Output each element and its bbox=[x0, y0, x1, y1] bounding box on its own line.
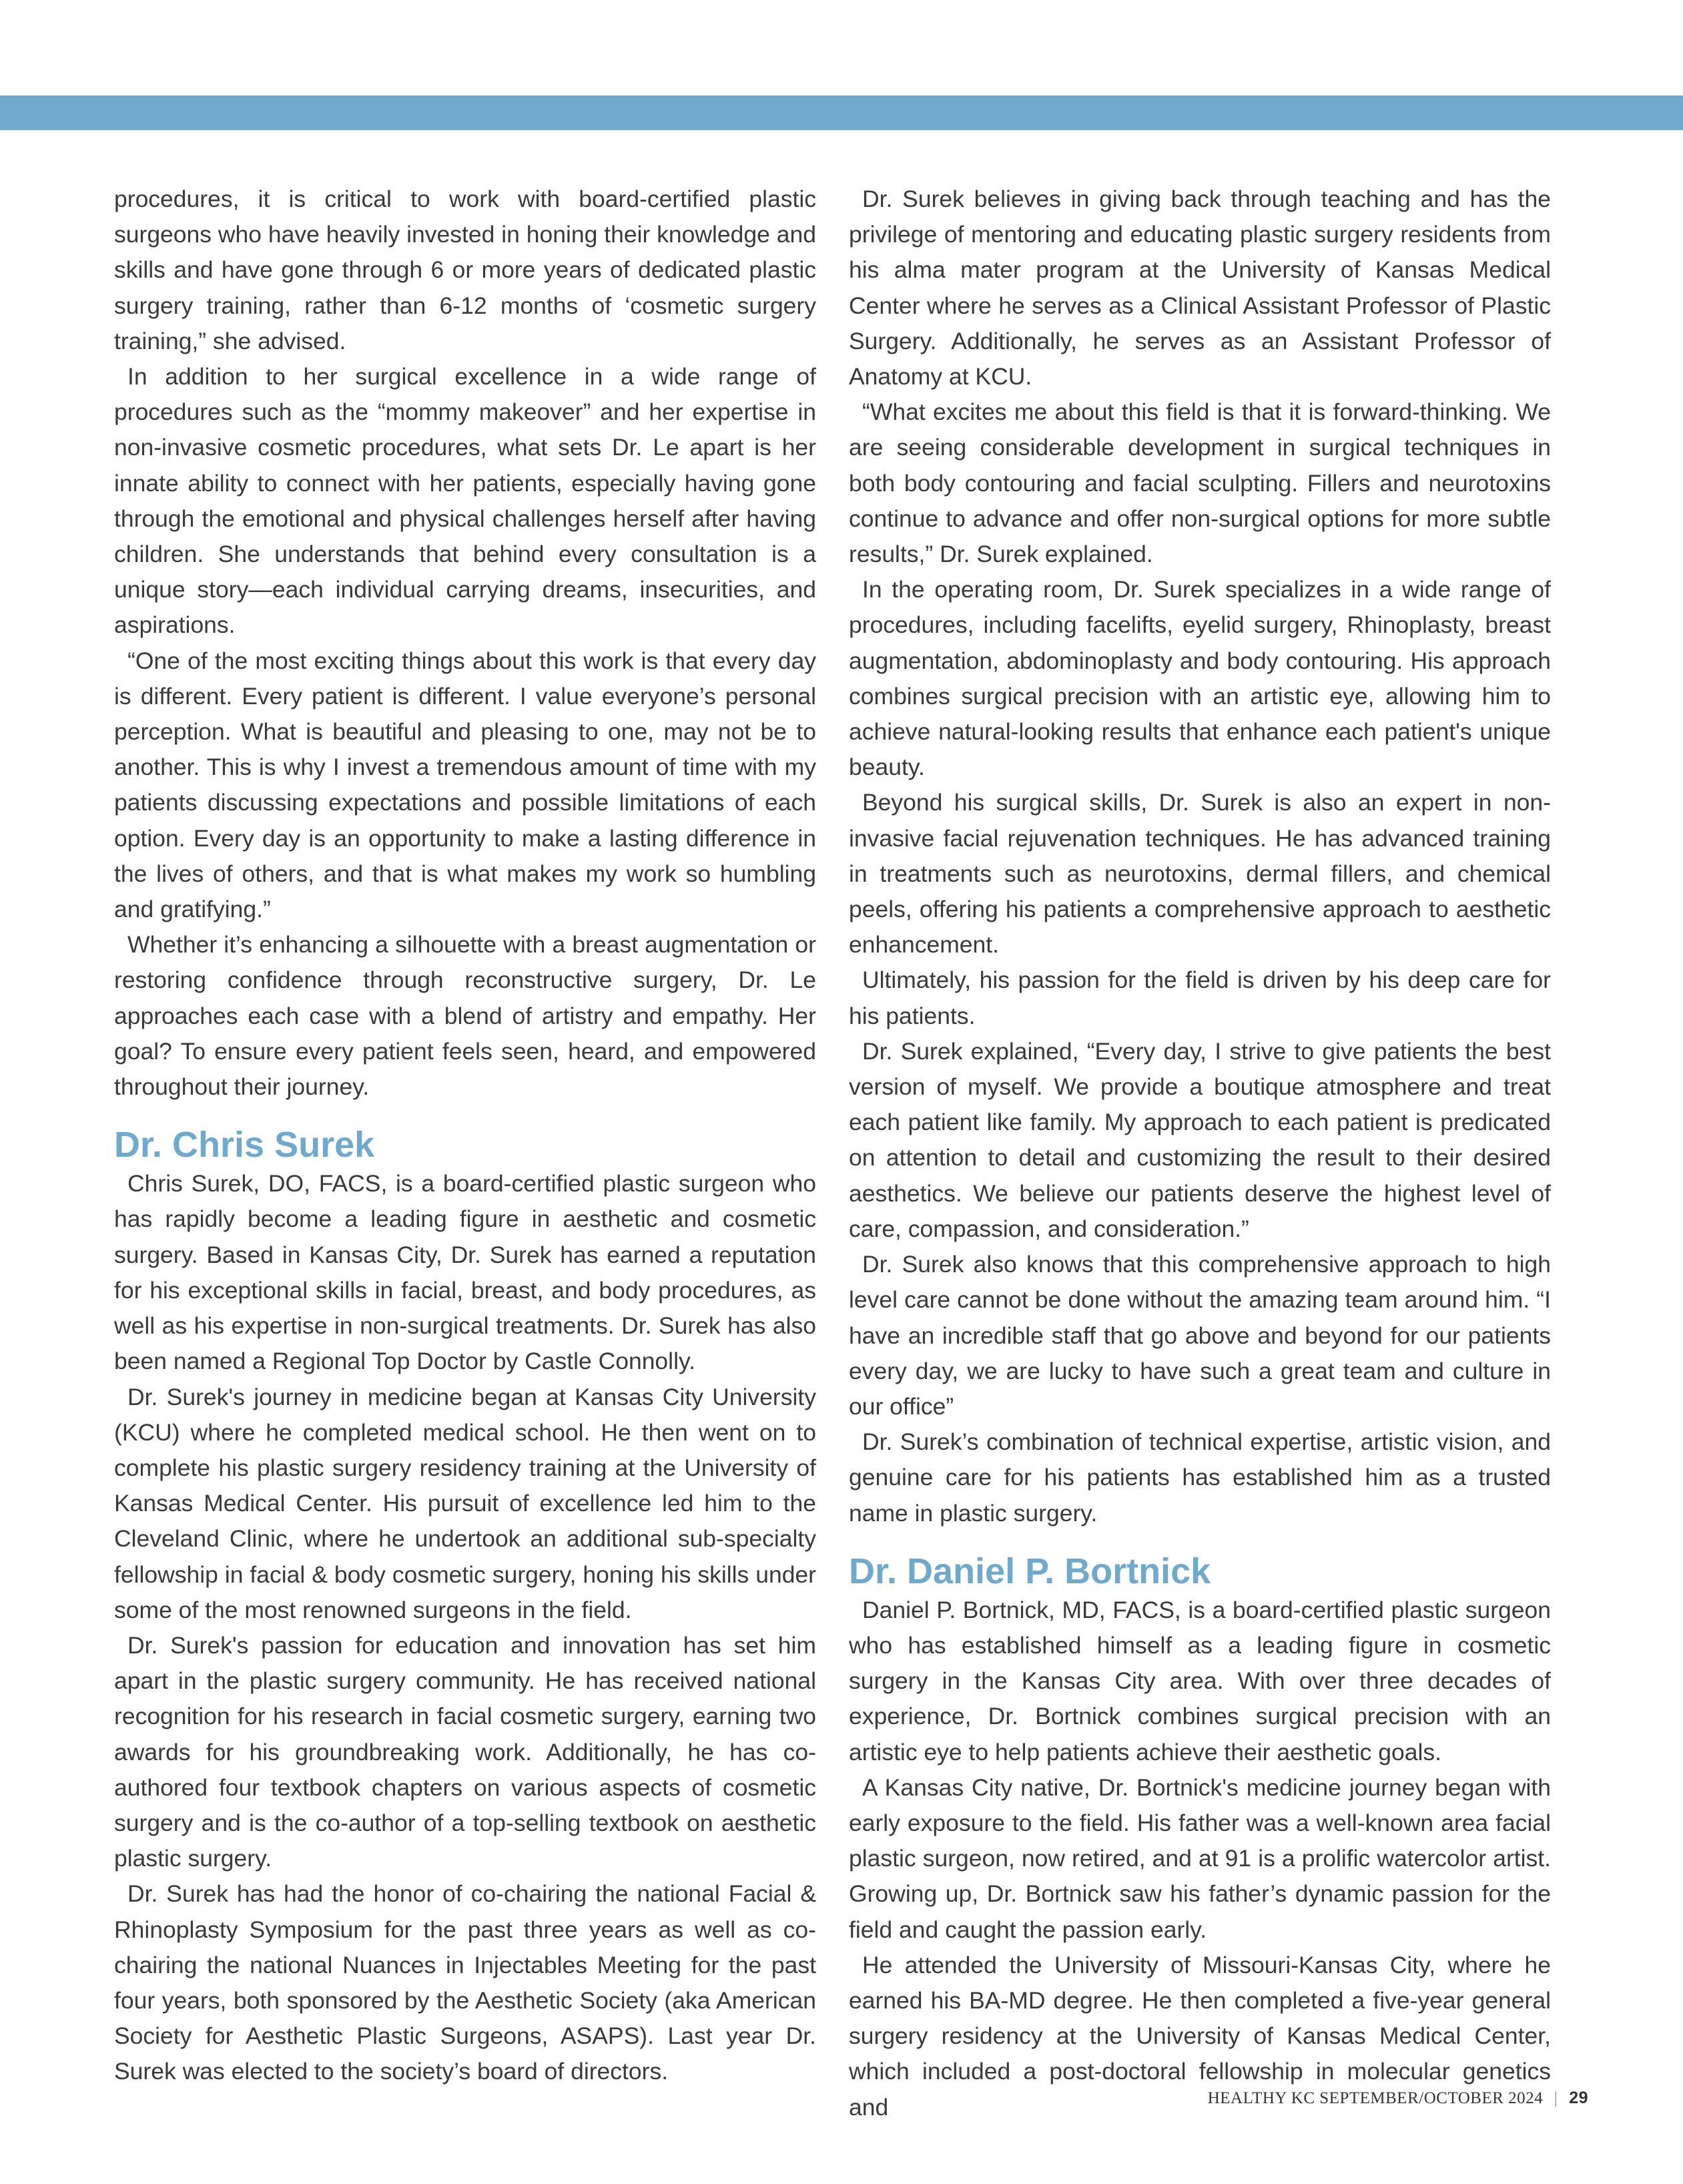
publication-name: HEALTHY KC bbox=[1207, 2089, 1315, 2107]
paragraph: A Kansas City native, Dr. Bortnick's medicine journey began with early exposure to the field. His father was a well-known area facial plastic surgeon, now retired, and at 91 is a prolific watercolor artist. Growing up, Dr. Bortnick saw his father’s dynamic passion for the field and caught the passion early. bbox=[849, 1773, 1551, 1943]
section-heading-daniel-bortnick: Dr. Daniel P. Bortnick bbox=[849, 1551, 1211, 1591]
paragraph: “One of the most exciting things about this work is that every day is different. Every patient is different. I value everyone’s personal perception. What is beautiful and pleasing to one, may not be to another. This is why I invest a tremendous amount of time with my patients discussing expectations and possible limitations of each option. Every day is an opportunity to make a lasting difference in the lives of others, and that is what makes my work so humbling and gratifying.” bbox=[114, 647, 816, 923]
paragraph: Dr. Surek has had the honor of co-chairing the national Facial & Rhinoplasty Symposium for the past three years as well as co-chairing the national Nuances in Injectables Meeting for the past four years, both sponsored by the Aesthetic Society (aka American Society for Aesthetic Plastic Surgeons, ASAPS). Last year Dr. Surek was elected to the society’s board of directors. bbox=[114, 1880, 816, 2085]
paragraph: Daniel P. Bortnick, MD, FACS, is a board-certified plastic surgeon who has established himself as a leading figure in cosmetic surgery in the Kansas City area. With over three decades of experience, Dr. Bortnick combines surgical precision with an artistic eye to help patients achieve their aesthetic goals. bbox=[849, 1596, 1551, 1765]
paragraph: “What excites me about this field is that it is forward-thinking. We are seeing considerable development in surgical techniques in both body contouring and facial sculpting. Fillers and neurotoxins continue to advance and offer non-surgical options for more subtle results,” Dr. Surek explained. bbox=[849, 398, 1551, 568]
paragraph: Ultimately, his passion for the field is driven by his deep care for his patients. bbox=[849, 967, 1551, 1029]
paragraph: Dr. Surek’s combination of technical expertise, artistic vision, and genuine care for his patients has established him as a trusted name in plastic surgery. bbox=[849, 1428, 1551, 1527]
right-column bbox=[849, 182, 1551, 2125]
paragraph: Dr. Surek's passion for education and innovation has set him apart in the plastic surgery community. He has received national recognition for his research in facial cosmetic surgery, earning two awards for his groundbreaking work. Additionally, he has co-authored four textbook chapters on various aspects of cosmetic surgery and is the co-author of a top-selling textbook on aesthetic plastic surgery. bbox=[114, 1631, 816, 1872]
paragraph: He attended the University of Missouri-Kansas City, where he earned his BA-MD degree. He then completed a five-year general surgery residency at the University of Kansas Medical Center, which included a post-doctoral fellowship in molecular genetics and bbox=[849, 1951, 1551, 2121]
paragraph: Beyond his surgical skills, Dr. Surek is also an expert in non-invasive facial rejuvenation techniques. He has advanced training in treatments such as neurotoxins, dermal fillers, and chemical peels, offering his patients a comprehensive approach to aesthetic enhancement. bbox=[849, 789, 1551, 959]
paragraph: In the operating room, Dr. Surek specializes in a wide range of procedures, including facelifts, eyelid surgery, Rhinoplasty, breast augmentation, abdominoplasty and body contouring. His approach combines surgical precision with an artistic eye, allowing him to achieve natural-looking results that enhance each patient's unique beauty. bbox=[849, 576, 1551, 781]
paragraph: Dr. Surek believes in giving back through teaching and has the privilege of mentoring and educating plastic surgery residents from his alma mater program at the University of Kansas Medical Center where he serves as a Clinical Assistant Professor of Plastic Surgery. Additionally, he serves as an Assistant Professor of Anatomy at KCU. bbox=[849, 186, 1551, 390]
header-accent-bar bbox=[0, 95, 1683, 130]
issue-date: SEPTEMBER/OCTOBER 2024 bbox=[1319, 2089, 1544, 2107]
section-heading-chris-surek: Dr. Chris Surek bbox=[114, 1125, 375, 1165]
paragraph: In addition to her surgical excellence in a wide range of procedures such as the “mommy makeover” and her expertise in non-invasive cosmetic procedures, what sets Dr. Le apart is her innate ability to connect with her patients, especially having gone through the emotional and physical challenges herself after having children. She understands that behind every consultation is a unique story—each individual carrying dreams, insecurities, and aspirations. bbox=[114, 363, 816, 639]
page-number: 29 bbox=[1569, 2089, 1588, 2107]
paragraph: Dr. Surek also knows that this comprehensive approach to high level care cannot be done without the amazing team around him. “I have an incredible staff that go above and beyond for our patients every day, we are lucky to have such a great team and culture in our office” bbox=[849, 1251, 1551, 1420]
page-footer bbox=[1208, 2088, 1588, 2109]
footer-separator: | bbox=[1554, 2089, 1558, 2107]
left-column bbox=[114, 182, 816, 2090]
paragraph: Whether it’s enhancing a silhouette with a breast augmentation or restoring confidence through reconstructive surgery, Dr. Le approaches each case with a blend of artistry and empathy. Her goal? To ensure every patient feels seen, heard, and empowered throughout their journey. bbox=[114, 931, 816, 1101]
paragraph: Chris Surek, DO, FACS, is a board-certified plastic surgeon who has rapidly become a leading figure in aesthetic and cosmetic surgery. Based in Kansas City, Dr. Surek has earned a reputation for his exceptional skills in facial, breast, and body procedures, as well as his expertise in non-surgical treatments. Dr. Surek has also been named a Regional Top Doctor by Castle Connolly. bbox=[114, 1170, 816, 1375]
paragraph: Dr. Surek explained, “Every day, I strive to give patients the best version of myself. We provide a boutique atmosphere and treat each patient like family. My approach to each patient is predicated on attention to detail and customizing the result to their desired aesthetics. We believe our patients deserve the highest level of care, compassion, and consideration.” bbox=[849, 1037, 1551, 1242]
paragraph: procedures, it is critical to work with board-certified plastic surgeons who have heavily invested in honing their knowledge and skills and have gone through 6 or more years of dedicated plastic surgery training, rather than 6-12 months of ‘cosmetic surgery training,” she advised. bbox=[114, 186, 816, 354]
paragraph: Dr. Surek's journey in medicine began at Kansas City University (KCU) where he completed medical school. He then went on to complete his plastic surgery residency training at the University of Kansas Medical Center. His pursuit of excellence led him to the Cleveland Clinic, where he undertook an additional sub-specialty fellowship in facial & body cosmetic surgery, honing his skills under some of the most renowned surgeons in the field. bbox=[114, 1383, 816, 1623]
